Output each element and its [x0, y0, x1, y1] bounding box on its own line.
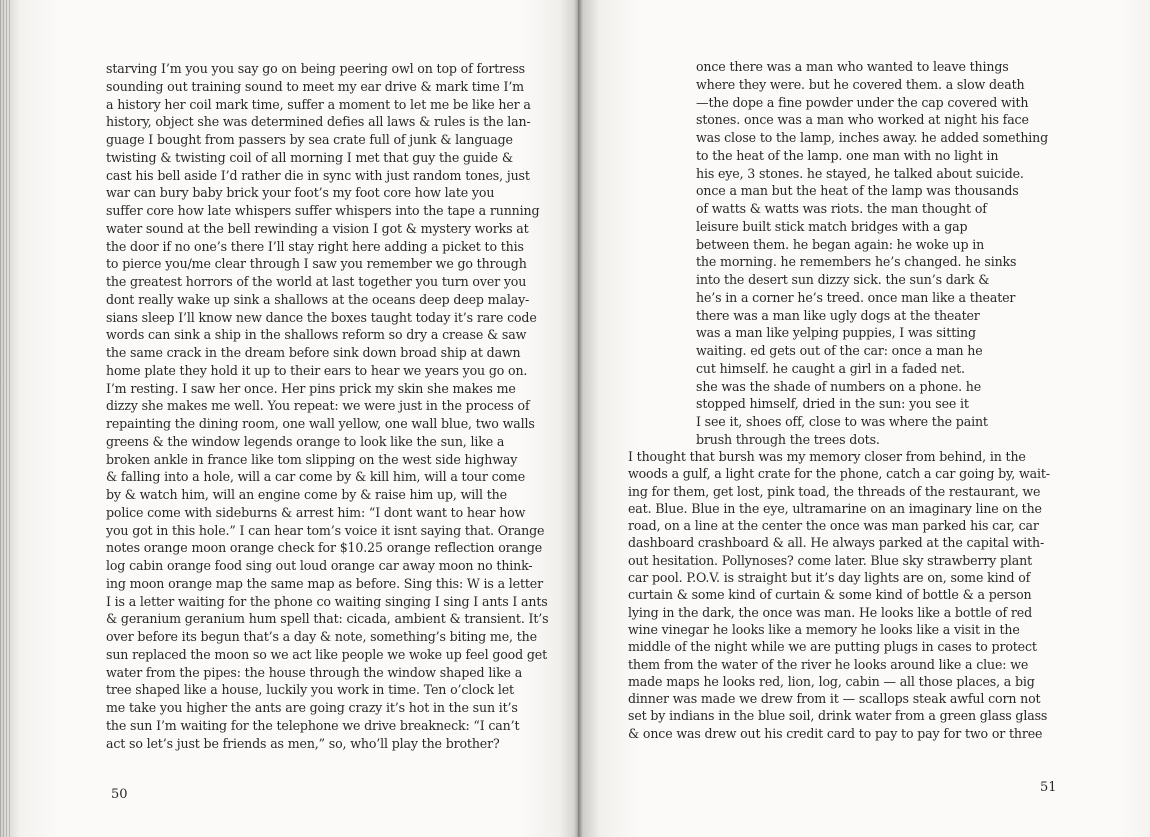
text-line: them from the water of the river he looks around like a clue: we [628, 656, 1029, 672]
text-line: the sun I’m waiting for the telephone we drive breakneck: “I can’t [106, 717, 520, 733]
text-line: me take you higher the ants are going crazy it’s hot in the sun it’s [106, 700, 518, 715]
verse-line: into the desert sun dizzy sick. the sun’s dark & [696, 272, 990, 287]
verse-line: stones. once was a man who worked at night his face [696, 112, 1029, 128]
text-line: road, on a line at the center the once was man parked his car, car [628, 518, 1039, 534]
text-line: broken ankle in france like tom slipping on the west side highway [106, 451, 518, 467]
text-line: sians sleep I’ll know new dance the boxes taught today it’s rare code [106, 309, 537, 325]
page-number: 51 [1040, 780, 1057, 795]
verse-line: brush through the trees dots. [696, 431, 880, 447]
page-edge-stack [0, 0, 12, 837]
text-line: greens & the window legends orange to look like the sun, like a [106, 433, 505, 449]
left-page-text [106, 60, 556, 752]
text-line: I thought that bursh was my memory closer from behind, in the [628, 449, 1026, 464]
text-line: curtain & some kind of curtain & some kind of bottle & a person [628, 587, 1032, 603]
verse-line: his eye, 3 stones. he stayed, he talked about suicide. [696, 165, 1024, 181]
right-page [578, 0, 1150, 837]
text-line: & geranium geranium hum spell that: cicada, ambient & transient. It’s [106, 611, 549, 627]
text-line: by & watch him, will an engine come by & raise him up, will the [106, 487, 507, 502]
text-line: the same crack in the dream before sink down broad ship at dawn [106, 345, 521, 360]
text-line: ing moon orange map the same map as before. Sing this: W is a letter [106, 575, 543, 591]
text-line: I’m resting. I saw her once. Her pins prick my skin she makes me [106, 380, 516, 396]
text-line: lying in the dark, the once was man. He looks like a bottle of red [628, 604, 1033, 620]
text-line: over before its begun that’s a day & note, something’s biting me, the [106, 629, 537, 644]
text-line: you got in this hole.” I can hear tom’s voice it isnt saying that. Orange [106, 522, 545, 538]
text-line: water sound at the bell rewinding a vision I got & mystery works at [106, 220, 529, 236]
text-line: home plate they hold it up to their ears to hear we years you go on. [106, 362, 528, 378]
text-line: war can bury baby brick your foot’s my foot core how late you [106, 185, 495, 201]
verse-line: cut himself. he caught a girl in a faded net. [696, 360, 965, 376]
verse-line: was close to the lamp, inches away. he added something [696, 130, 1049, 145]
text-line: guage I bought from passers by sea crate full of junk & language [106, 132, 513, 147]
verse-line: between them. he began again: he woke up in [696, 236, 985, 252]
text-line: set by indians in the blue soil, drink water from a green glass glass [628, 708, 1048, 724]
text-line: tree shaped like a house, luckily you work in time. Ten o’clock let [106, 682, 514, 698]
text-line: starving I’m you you say go on being peering owl on top of fortress [106, 61, 525, 76]
text-line: act so let’s just be friends as men,” so, who’ll play the brother? [106, 735, 500, 751]
text-line: wine vinegar he looks like a memory he looks like a visit in the [628, 621, 1020, 637]
text-line: water from the pipes: the house through the window shaped like a [106, 664, 523, 680]
text-line: to pierce you/me clear through I saw you remember we go through [106, 256, 527, 272]
text-line: a history her coil mark time, suffer a moment to let me be like her a [106, 96, 531, 112]
verse-line: —the dope a fine powder under the cap covered with [696, 94, 1029, 110]
verse-line: of watts & watts was riots. the man thought of [696, 201, 987, 216]
text-line: words can sink a ship in the shallows reform so dry a crease & saw [106, 327, 527, 343]
text-line: cast his bell aside I’d rather die in sync with just random tones, just [106, 167, 530, 183]
verse-line: waiting. ed gets out of the car: once a man he [696, 343, 983, 358]
text-line: ing for them, get lost, pink toad, the threads of the restaurant, we [628, 483, 1041, 499]
text-line: log cabin orange food sing out loud orange car away moon no think- [106, 558, 533, 573]
text-line: middle of the night while we are putting plugs in cases to protect [628, 639, 1037, 655]
verse-line: he’s in a corner he’s treed. once man like a theater [696, 289, 1016, 305]
text-line: dinner was made we drew from it — scallops steak awful corn not [628, 691, 1041, 707]
verse-line: there was a man like ugly dogs at the theater [696, 307, 980, 323]
text-line: police come with sideburns & arrest him: “I dont want to hear how [106, 504, 526, 520]
verse-line: I see it, shoes off, close to was where the paint [696, 414, 988, 429]
verse-line: once there was a man who wanted to leave things [696, 59, 1009, 74]
right-page-prose [628, 448, 1060, 742]
verse-line: she was the shade of numbers on a phone. he [696, 378, 982, 394]
text-line: & once was drew out his credit card to pay to pay for two or three [628, 725, 1043, 741]
text-line: eat. Blue. Blue in the eye, ultramarine on an imaginary line on the [628, 500, 1042, 516]
text-line: suffer core how late whispers suffer whispers into the tape a running [106, 203, 540, 218]
text-line: out hesitation. Pollynoses? come later. Blue sky strawberry plant [628, 552, 1033, 568]
verse-line: stopped himself, dried in the sun: you see it [696, 396, 969, 412]
text-line: twisting & twisting coil of all morning I met that guy the guide & [106, 149, 513, 165]
verse-line: once a man but the heat of the lamp was thousands [696, 183, 1019, 199]
text-line: sounding out training sound to meet my ear drive & mark time I’m [106, 78, 524, 94]
verse-line: leisure built stick match bridges with a gap [696, 218, 968, 234]
verse-line: was a man like yelping puppies, I was sitting [696, 325, 976, 341]
text-line: car pool. P.O.V. is straight but it’s day lights are on, some kind of [628, 570, 1031, 586]
text-line: dizzy she makes me well. You repeat: we were just in the process of [106, 398, 530, 414]
text-line: notes orange moon orange check for $10.25 orange reflection orange [106, 540, 543, 556]
text-line: history, object she was determined defies all laws & rules is the lan- [106, 114, 531, 130]
right-page-verse [696, 58, 1096, 449]
text-line: woods a gulf, a light crate for the phone, catch a car going by, wait- [628, 466, 1050, 482]
verse-line: the morning. he remembers he’s changed. he sinks [696, 254, 1017, 270]
text-line: made maps he looks red, lion, log, cabin — all those places, a big [628, 673, 1035, 689]
verse-line: to the heat of the lamp. one man with no light in [696, 147, 999, 163]
text-line: dont really wake up sink a shallows at the oceans deep deep malay- [106, 291, 530, 307]
text-line: & falling into a hole, will a car come by & kill him, will a tour come [106, 469, 525, 485]
text-line: repainting the dining room, one wall yellow, one wall blue, two walls [106, 416, 535, 431]
text-line: dashboard crashboard & all. He always parked at the capital with- [628, 535, 1045, 551]
text-line: sun replaced the moon so we act like people we woke up feel good get [106, 646, 547, 662]
text-line: I is a letter waiting for the phone co waiting singing I sing I ants I ants [106, 593, 548, 609]
text-line: the greatest horrors of the world at last together you turn over you [106, 274, 527, 289]
verse-line: where they were. but he covered them. a slow death [696, 76, 1025, 92]
text-line: the door if no one’s there I’ll stay right here adding a picket to this [106, 238, 524, 254]
page-number: 50 [111, 787, 128, 802]
